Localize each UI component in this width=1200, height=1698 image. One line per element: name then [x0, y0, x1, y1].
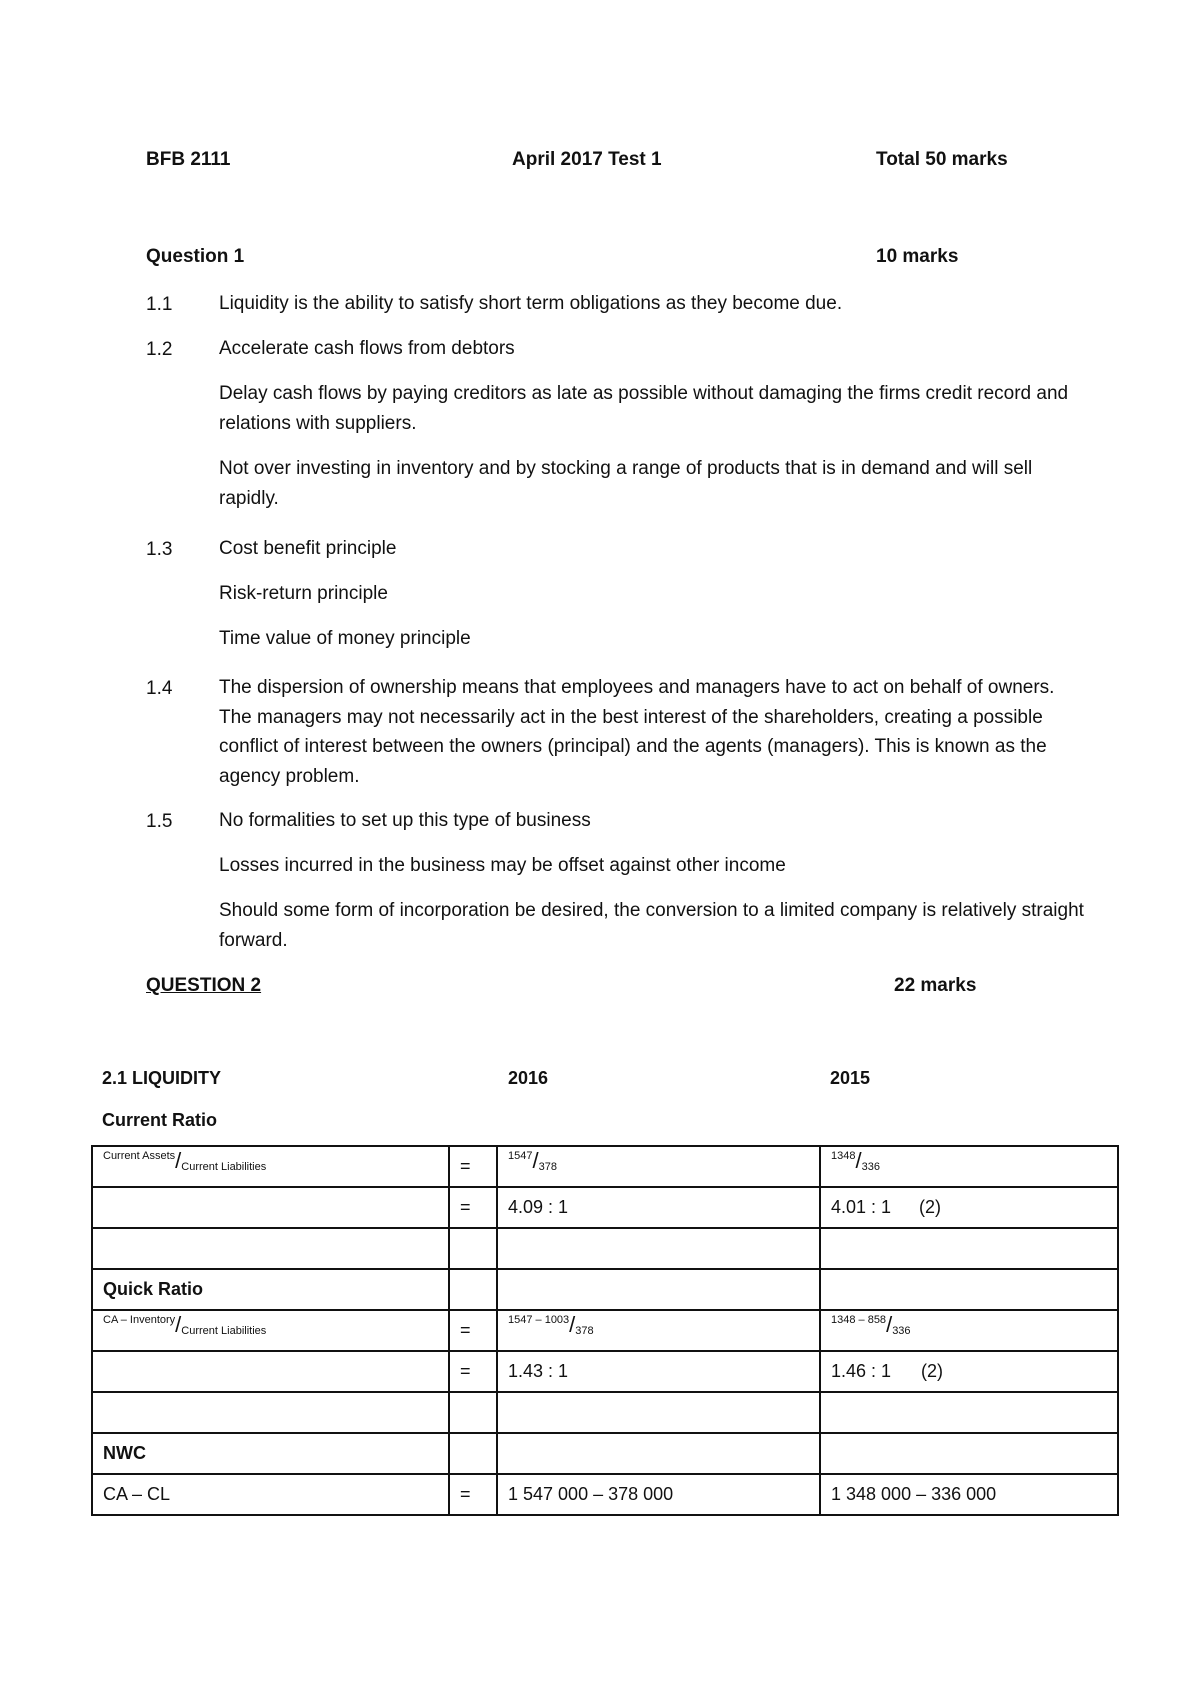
item-text: Risk-return principle [219, 583, 388, 604]
empty-cell [497, 1269, 820, 1310]
year-2016-heading: 2016 [508, 1068, 549, 1088]
item-text: Not over investing in inventory and by stocking a range of products that is in demand and will sell rapidly. [219, 458, 1033, 509]
quick-ratio-2016-value: 1.43 : 1 [497, 1351, 820, 1392]
section-heading: 2.1 LIQUIDITY [102, 1068, 222, 1088]
empty-cell [92, 1392, 449, 1433]
empty-cell [497, 1228, 820, 1269]
current-ratio-2015-value: 4.01 : 1 (2) [820, 1187, 1118, 1228]
empty-cell [820, 1433, 1118, 1474]
item-text: No formalities to set up this type of business [219, 810, 591, 831]
question2-marks: 22 marks [894, 975, 977, 996]
table-row [92, 1433, 1118, 1474]
empty-cell [449, 1269, 497, 1310]
empty-cell [92, 1351, 449, 1392]
marks-label: (2) [919, 1197, 942, 1217]
equals-sign: = [449, 1474, 497, 1515]
nwc-formula: CA – CL [92, 1474, 449, 1515]
current-ratio-2016-value: 4.09 : 1 [497, 1187, 820, 1228]
item-number: 1.1 [146, 294, 173, 315]
question1-title: Question 1 [146, 246, 245, 267]
item-text: Liquidity is the ability to satisfy short term obligations as they become due. [219, 293, 843, 314]
item-number: 1.4 [146, 678, 173, 699]
nwc-2016-calc: 1 547 000 – 378 000 [497, 1474, 820, 1515]
item-number: 1.2 [146, 339, 173, 360]
marks-label: (2) [921, 1361, 944, 1381]
quick-ratio-2015-calc: 1348 – 858/336 [820, 1310, 1118, 1351]
year-2015-heading: 2015 [830, 1068, 871, 1088]
equals-sign: = [449, 1146, 497, 1187]
equals-sign: = [449, 1187, 497, 1228]
table-row [92, 1146, 1118, 1187]
test-title: April 2017 Test 1 [512, 149, 662, 170]
table-row [92, 1351, 1118, 1392]
item-text: Cost benefit principle [219, 538, 397, 559]
quick-ratio-formula: CA – Inventory/Current Liabilities [92, 1310, 449, 1351]
empty-cell [820, 1269, 1118, 1310]
current-ratio-formula: Current Assets/Current Liabilities [92, 1146, 449, 1187]
equals-sign: = [449, 1310, 497, 1351]
item-text: Should some form of incorporation be desired, the conversion to a limited company is relatively straight forward. [219, 900, 1084, 951]
total-marks: Total 50 marks [876, 149, 1008, 170]
empty-cell [449, 1433, 497, 1474]
current-ratio-2016-calc: 1547/378 [497, 1146, 820, 1187]
table-row [92, 1228, 1118, 1269]
nwc-2015-calc: 1 348 000 – 336 000 [820, 1474, 1118, 1515]
course-code: BFB 2111 [146, 149, 231, 170]
empty-cell [497, 1392, 820, 1433]
question2-title: QUESTION 2 [146, 975, 262, 996]
quick-ratio-heading: Quick Ratio [92, 1269, 449, 1310]
quick-ratio-2015-value: 1.46 : 1 (2) [820, 1351, 1118, 1392]
empty-cell [92, 1228, 449, 1269]
empty-cell [449, 1228, 497, 1269]
current-ratio-heading: Current Ratio [102, 1110, 218, 1130]
item-number: 1.3 [146, 539, 173, 560]
empty-cell [449, 1392, 497, 1433]
empty-cell [92, 1187, 449, 1228]
empty-cell [820, 1392, 1118, 1433]
item-text: Delay cash flows by paying creditors as late as possible without damaging the firms credit record and relations with suppliers. [219, 383, 1069, 434]
item-number: 1.5 [146, 811, 173, 832]
table-row [92, 1187, 1118, 1228]
table-row [92, 1474, 1118, 1515]
nwc-heading: NWC [92, 1433, 449, 1474]
table-row [92, 1310, 1118, 1351]
item-text: Time value of money principle [219, 628, 471, 649]
empty-cell [497, 1433, 820, 1474]
liquidity-table [91, 1145, 1119, 1516]
empty-cell [820, 1228, 1118, 1269]
table-row [92, 1392, 1118, 1433]
current-ratio-2015-calc: 1348/336 [820, 1146, 1118, 1187]
item-text: The dispersion of ownership means that employees and managers have to act on behalf of owners. The managers may not necessarily act in the best interest of the shareholders, creating a possible conflict of interest between the owners (principal) and the agents (managers). This is known as the agency problem. [219, 677, 1055, 787]
item-text: Accelerate cash flows from debtors [219, 338, 515, 359]
table-row [92, 1269, 1118, 1310]
question1-marks: 10 marks [876, 246, 959, 267]
equals-sign: = [449, 1351, 497, 1392]
item-text: Losses incurred in the business may be offset against other income [219, 855, 786, 876]
quick-ratio-2016-calc: 1547 – 1003/378 [497, 1310, 820, 1351]
